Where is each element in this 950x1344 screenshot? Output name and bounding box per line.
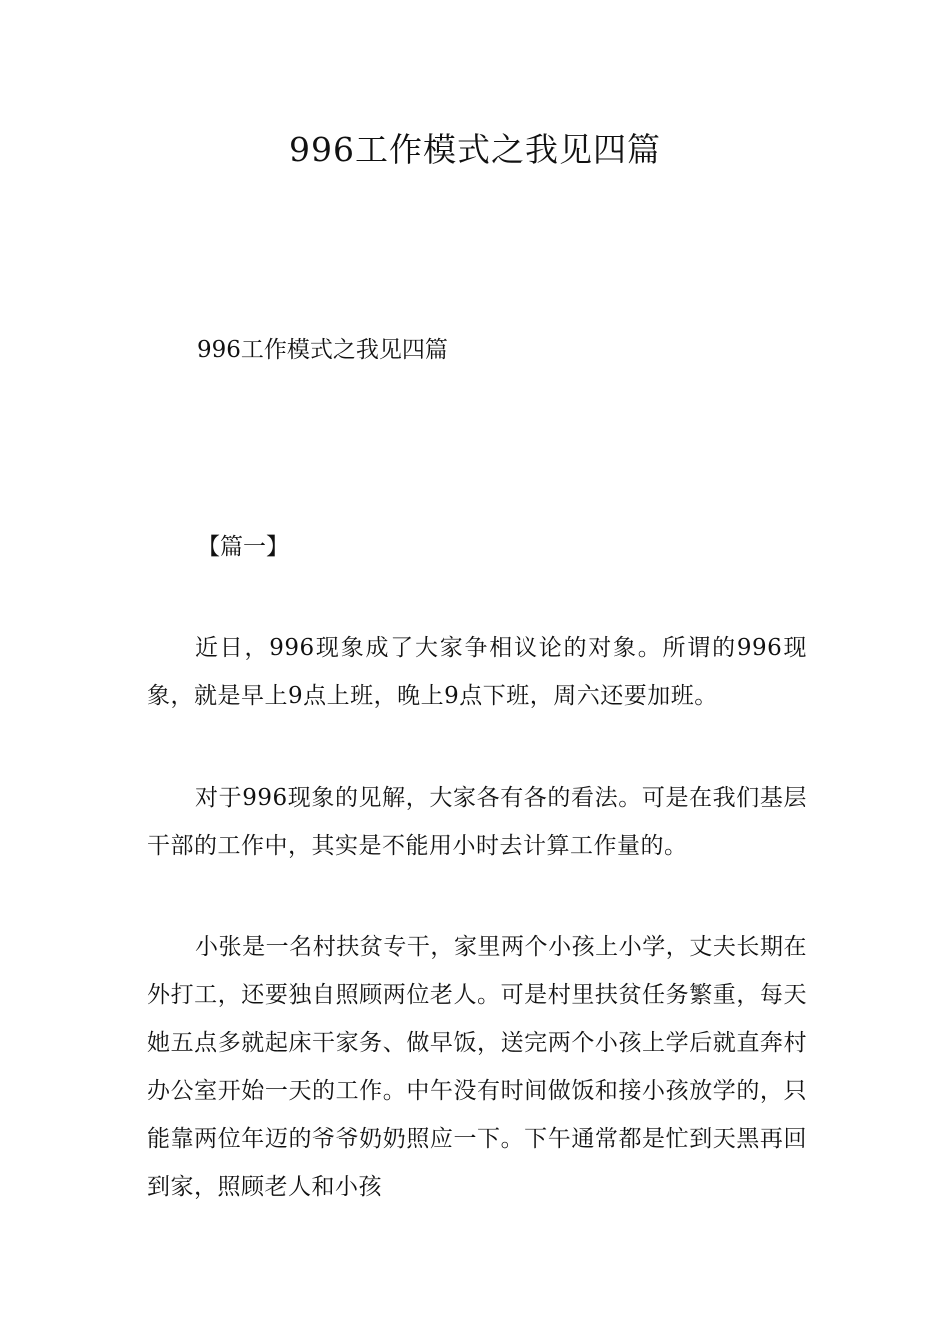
section-heading: 【篇一】 bbox=[197, 534, 289, 560]
paragraph-2: 对于996现象的见解，大家各有各的看法。可是在我们基层干部的工作中，其实是不能用小时去计算工作量的。 bbox=[147, 785, 807, 859]
document-subtitle: 996工作模式之我见四篇 bbox=[197, 337, 448, 363]
document-title: 996工作模式之我见四篇 bbox=[289, 130, 661, 169]
paragraph-1: 近日，996现象成了大家争相议论的对象。所谓的996现象，就是早上9点上班，晚上9点下班，周六还要加班。 bbox=[147, 635, 807, 709]
paragraph-3: 小张是一名村扶贫专干，家里两个小孩上小学，丈夫长期在外打工，还要独自照顾两位老人。可是村里扶贫任务繁重，每天她五点多就起床干家务、做早饭，送完两个小孩上学后就直奔村办公室开始一天的工作。中午没有时间做饭和接小孩放学的，只能靠两位年迈的爷爷奶奶照应一下。下午通常都是忙到天黑再回到家，照顾老人和小孩 bbox=[147, 934, 807, 1200]
